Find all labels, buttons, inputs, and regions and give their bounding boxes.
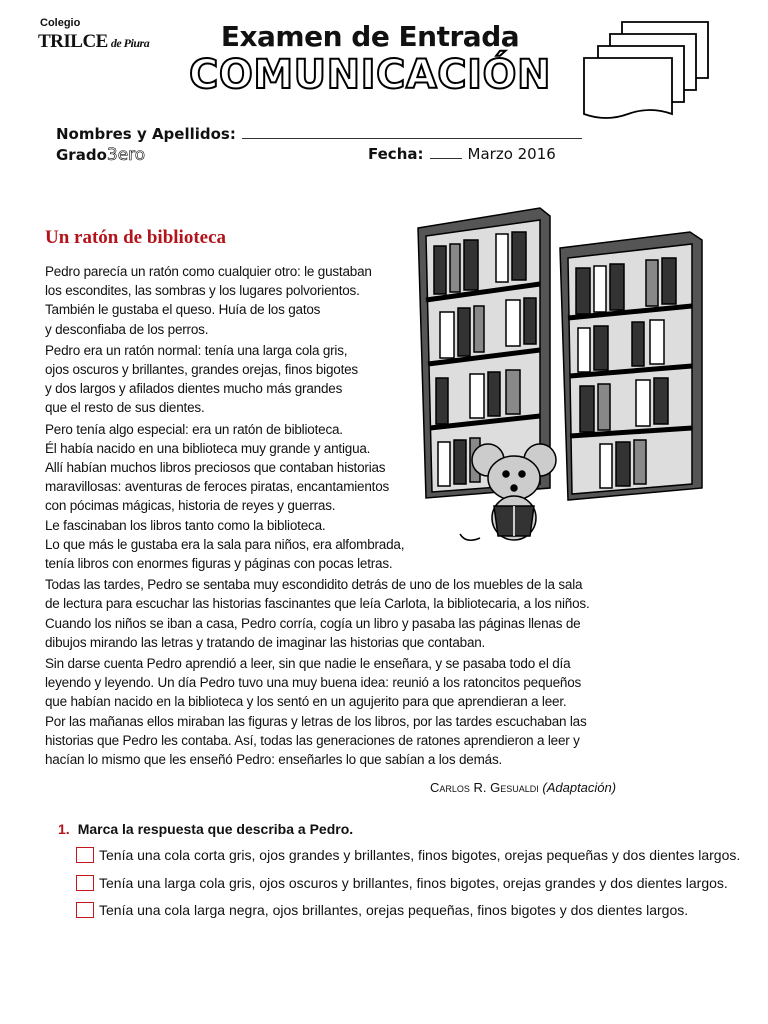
story-line: de lectura para escuchar las historias fascinantes que leía Carlota, la bibliotecaria, a los niños.	[45, 596, 590, 612]
story-line: maravillosas: aventuras de feroces piratas, encantamientos	[45, 479, 390, 495]
answer-option-2[interactable]	[76, 875, 728, 891]
name-field	[56, 124, 582, 143]
stacked-pages-icon	[580, 14, 720, 129]
story-line: dibujos mirando las letras y tratando de imaginar las historias que contaban.	[45, 634, 486, 650]
answer-text: Tenía una larga cola gris, ojos oscuros y brillantes, finos bigotes, orejas grandes y dos dientes largos.	[99, 875, 728, 891]
author-credit	[430, 780, 616, 795]
subject-title: COMUNICACIÓN	[188, 52, 552, 98]
story-line: Pero tenía algo especial: era un ratón de biblioteca.	[45, 421, 343, 437]
date-value: Marzo 2016	[467, 145, 556, 163]
school-name: TRILCE	[38, 31, 108, 52]
answer-option-1[interactable]	[76, 847, 740, 863]
story-title: Un ratón de biblioteca	[45, 227, 227, 248]
school-logo	[38, 31, 149, 53]
question-number: 1.	[58, 821, 70, 837]
date-field	[368, 145, 556, 163]
story-line: y desconfiaba de los perros.	[45, 321, 209, 337]
story-line: leyendo y leyendo. Un día Pedro tuvo una muy buena idea: reunió a los ratoncitos pequeños	[45, 675, 582, 691]
grade-field	[56, 145, 145, 165]
answer-checkbox[interactable]	[76, 875, 94, 891]
exam-title: Examen de Entrada	[220, 20, 520, 53]
author-note: (Adaptación)	[542, 780, 617, 795]
answer-checkbox[interactable]	[76, 902, 94, 918]
story-paragraph	[45, 575, 620, 652]
story-line: Por las mañanas ellos miraban las figuras y letras de los libros, por las tardes escuchaban las	[45, 713, 587, 729]
story-line: Le fascinaban los libros tanto como la biblioteca.	[45, 517, 326, 533]
question-1	[58, 821, 353, 837]
story-line: que el resto de sus dientes.	[45, 400, 205, 416]
author-name: Carlos R. Gesualdi	[430, 780, 539, 795]
school-label: Colegio	[40, 17, 81, 29]
story-line: Pedro era un ratón normal: tenía una larga cola gris,	[45, 342, 348, 358]
story-line: ojos oscuros y brillantes, grandes orejas, finos bigotes	[45, 362, 358, 378]
answer-text: Tenía una cola corta gris, ojos grandes y brillantes, finos bigotes, orejas pequeñas y dos dientes largos.	[99, 847, 741, 863]
story-paragraph	[45, 341, 430, 418]
grade-value: 3ero	[106, 145, 146, 165]
story-line: tenía libros con enormes figuras y páginas con pocas letras.	[45, 556, 393, 572]
story-paragraph	[45, 654, 620, 769]
story-line: Sin darse cuenta Pedro aprendió a leer, sin que nadie le enseñara, y se pasaba todo el día	[45, 656, 571, 672]
name-input-line[interactable]	[242, 124, 582, 139]
story-line: historias que Pedro les contaba. Así, todas las generaciones de ratones aprendieron a leer y	[45, 732, 580, 748]
story-line: Cuando los niños se iban a casa, Pedro corría, cogía un libro y pasaba las páginas llenas de	[45, 615, 581, 631]
date-label: Fecha:	[368, 145, 424, 163]
story-line: Allí habían muchos libros preciosos que contaban historias	[45, 460, 386, 476]
story-line: con pócimas mágicas, historia de reyes y guerras.	[45, 498, 336, 514]
story-line: Todas las tardes, Pedro se sentaba muy escondidito detrás de uno de los muebles de la sala	[45, 577, 583, 593]
answer-checkbox[interactable]	[76, 847, 94, 863]
answer-option-3[interactable]	[76, 902, 688, 918]
story-line: que habían nacido en la biblioteca y los sentó en un agujerito para que aprendieran a leer.	[45, 694, 567, 710]
answer-text: Tenía una cola larga negra, ojos brillantes, orejas pequeñas, finos bigotes y dos dientes largos.	[99, 902, 689, 918]
story-line: Pedro parecía un ratón como cualquier otro: le gustaban	[45, 264, 372, 279]
story-text	[45, 262, 620, 771]
story-line: También le gustaba el queso. Huía de los gatos	[45, 302, 321, 318]
story-paragraph	[45, 420, 430, 574]
story-line: los escondites, las sombras y los lugares polvorientos.	[45, 283, 360, 299]
question-text: Marca la respuesta que describa a Pedro.	[77, 821, 354, 837]
story-line: hacían lo mismo que les enseñó Pedro: enseñarles lo que sabían a los demás.	[45, 752, 503, 768]
date-input-line[interactable]	[430, 146, 462, 159]
story-line: y dos largos y afilados dientes mucho más grandes	[45, 381, 343, 397]
school-city: de Piura	[110, 36, 150, 50]
story-line: Lo que más le gustaba era la sala para niños, era alfombrada,	[45, 536, 405, 552]
story-paragraph	[45, 262, 430, 339]
name-label: Nombres y Apellidos:	[56, 125, 236, 143]
grade-label: Grado	[56, 146, 107, 164]
story-line: Él había nacido en una biblioteca muy grande y antigua.	[45, 440, 371, 456]
